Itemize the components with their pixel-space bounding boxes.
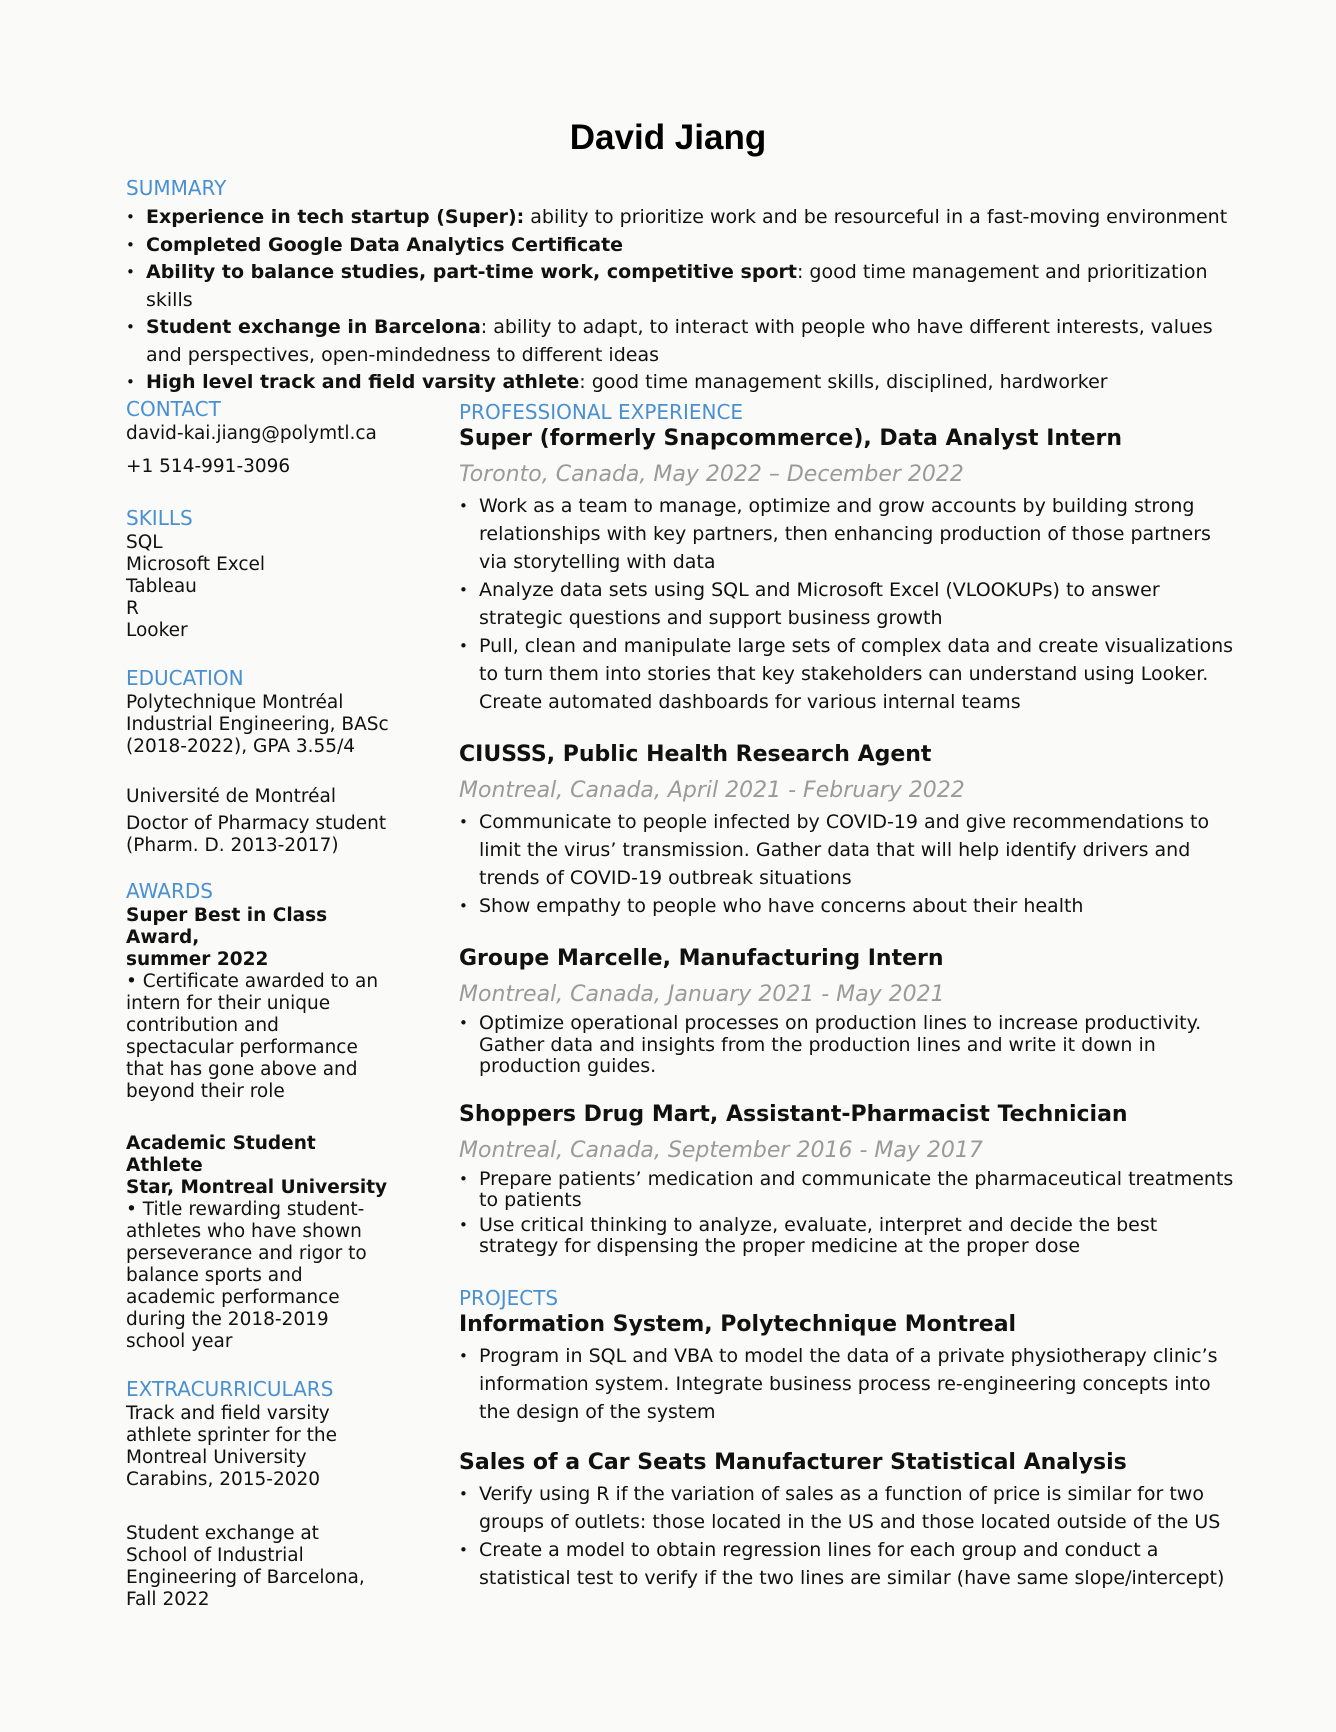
job-title: Super (formerly Snapcommerce), Data Analyst Intern (459, 426, 1123, 451)
skill-item: Microsoft Excel (126, 554, 266, 575)
job-title: CIUSSS, Public Health Research Agent (459, 742, 932, 767)
left-column (126, 397, 396, 1611)
award-description: spectacular performance (126, 1037, 358, 1058)
job-title: Shoppers Drug Mart, Assistant-Pharmacist Technician (459, 1101, 1128, 1127)
award-description: • Title rewarding student- (126, 1199, 365, 1220)
award-description: athletes who have shown (126, 1221, 362, 1242)
summary-heading: SUMMARY (126, 176, 227, 200)
project-title: Sales of a Car Seats Manufacturer Statistical Analysis (459, 1449, 1127, 1475)
award-title: Star, Montreal University (126, 1177, 388, 1198)
extracurricular-line: Student exchange at (126, 1523, 319, 1544)
experience-heading: PROFESSIONAL EXPERIENCE (459, 400, 744, 424)
contact-heading: CONTACT (126, 397, 221, 421)
extracurricular-line: athlete sprinter for the (126, 1425, 338, 1446)
projects-heading: PROJECTS (459, 1285, 559, 1310)
summary-item (126, 259, 1236, 314)
skill-item: Tableau (126, 576, 197, 597)
award-title: Academic Student Athlete (126, 1133, 316, 1176)
summary-item-text: : good time management and prioritization skills (146, 261, 1208, 311)
summary-item-bold: Student exchange in Barcelona (146, 316, 481, 338)
job-bullet: • Analyze data sets using SQL and Microsoft Excel (VLOOKUPs) to answer strategic questions and support business growth (459, 576, 1239, 632)
award-description: • Certificate awarded to an (126, 971, 379, 992)
skill-item: Looker (126, 620, 188, 641)
job-date-location: Montreal, Canada, September 2016 - May 2017 (459, 1137, 983, 1163)
award-description: during the 2018-2019 (126, 1309, 329, 1330)
award-description: beyond their role (126, 1081, 285, 1102)
award-title: Super Best in Class Award, (126, 905, 328, 948)
award-description: perseverance and rigor to (126, 1243, 367, 1264)
summary-item-text: ability to prioritize work and be resourceful in a fast-moving environment (524, 206, 1228, 228)
awards-heading: AWARDS (126, 879, 213, 903)
education-detail: (Pharm. D. 2013-2017) (126, 835, 339, 856)
job-date-location: Montreal, Canada, April 2021 - February 2022 (459, 778, 965, 803)
contact-email[interactable]: david-kai.jiang@polymtl.ca (126, 423, 377, 444)
education-school: Polytechnique Montréal (126, 692, 344, 713)
award-description: balance sports and (126, 1265, 303, 1286)
job-bullet: • Optimize operational processes on production lines to increase productivity. Gather data and insights from the production lines and write it down in production guides. (459, 1013, 1239, 1078)
project-bullets (459, 1342, 1239, 1426)
job-entry (459, 1100, 1239, 1258)
job-bullet: • Show empathy to people who have concerns about their health (459, 892, 1239, 920)
job-bullets (459, 1013, 1239, 1078)
education-program: Doctor of Pharmacy student (126, 813, 387, 834)
project-bullet: • Program in SQL and VBA to model the data of a private physiotherapy clinic’s information system. Integrate business process re-engineering concepts into the design of the system (459, 1342, 1239, 1426)
skills-list (126, 532, 396, 642)
extracurricular-line: Carabins, 2015-2020 (126, 1469, 321, 1490)
summary-item-bold: Ability to balance studies, part-time work, competitive sport (146, 261, 797, 283)
award-description: intern for their unique (126, 993, 331, 1014)
job-date-location: Montreal, Canada, January 2021 - May 2021 (459, 982, 945, 1007)
skill-item: R (126, 598, 139, 619)
summary-item-text: : ability to adapt, to interact with people who have different interests, values and perspectives, open-mindedness to different ideas (146, 316, 1213, 366)
summary-section (126, 176, 1236, 397)
award-description: that has gone above and (126, 1059, 358, 1080)
job-date-location: Toronto, Canada, May 2022 – December 2022 (459, 462, 964, 487)
project-bullets (459, 1480, 1239, 1592)
award-description: contribution and (126, 1015, 279, 1036)
job-title: Groupe Marcelle, Manufacturing Intern (459, 946, 944, 971)
education-school: Université de Montréal (126, 786, 336, 807)
contact-phone[interactable]: +1 514-991-3096 (126, 456, 291, 477)
job-bullet: • Communicate to people infected by COVID-19 and give recommendations to limit the virus’ transmission. Gather data that will help identify drivers and trends of COVID-19 outbreak situations (459, 808, 1239, 892)
project-title: Information System, Polytechnique Montreal (459, 1311, 1017, 1337)
education-heading: EDUCATION (126, 666, 244, 690)
project-bullet: • Verify using R if the variation of sales as a function of price is similar for two groups of outlets: those located in the US and those located outside of the US (459, 1480, 1239, 1536)
award-description: school year (126, 1331, 233, 1352)
skill-item: SQL (126, 532, 163, 553)
award-description: academic performance (126, 1287, 340, 1308)
summary-item (126, 314, 1236, 369)
summary-item-bold: Completed Google Data Analytics Certificate (146, 233, 624, 256)
project-bullet: • Create a model to obtain regression lines for each group and conduct a statistical test to verify if the two lines are similar (have same slope/intercept) (459, 1536, 1239, 1592)
education-detail: (2018-2022), GPA 3.55/4 (126, 736, 356, 757)
skills-heading: SKILLS (126, 506, 193, 530)
job-entry (459, 740, 1239, 920)
extracurricular-line: School of Industrial (126, 1545, 304, 1566)
extracurricular-line: Montreal University (126, 1447, 307, 1468)
summary-item-bold: High level track and field varsity athlete (146, 371, 580, 393)
job-bullets (459, 1169, 1239, 1258)
summary-item (126, 369, 1236, 397)
job-bullet: • Prepare patients’ medication and communicate the pharmaceutical treatments to patients (459, 1169, 1239, 1212)
job-bullets (459, 492, 1239, 716)
award-title: summer 2022 (126, 949, 269, 970)
summary-list (126, 204, 1236, 397)
summary-item-text: : good time management skills, disciplined, hardworker (579, 371, 1108, 393)
project-entry (459, 1310, 1239, 1426)
job-entry (459, 424, 1239, 716)
summary-item (126, 232, 1236, 260)
right-column (459, 400, 1239, 1592)
extracurricular-line: Track and field varsity (126, 1403, 330, 1424)
summary-item (126, 204, 1236, 232)
job-bullet: • Work as a team to manage, optimize and grow accounts by building strong relationships with key partners, then enhancing production of those partners via storytelling with data (459, 492, 1239, 576)
job-entry (459, 944, 1239, 1078)
job-bullets (459, 808, 1239, 920)
project-entry (459, 1448, 1239, 1592)
extracurriculars-heading: EXTRACURRICULARS (126, 1377, 334, 1401)
extracurricular-line: Fall 2022 (126, 1589, 210, 1610)
extracurricular-line: Engineering of Barcelona, (126, 1567, 365, 1588)
candidate-name: David Jiang (569, 118, 767, 157)
summary-item-bold: Experience in tech startup (Super): (146, 206, 525, 228)
job-bullet: • Use critical thinking to analyze, evaluate, interpret and decide the best strategy for dispensing the proper medicine at the proper dose (459, 1215, 1239, 1258)
education-program: Industrial Engineering, BASc (126, 714, 389, 735)
job-bullet: • Pull, clean and manipulate large sets of complex data and create visualizations to turn them into stories that key stakeholders can understand using Looker. Create automated dashboards for various internal teams (459, 632, 1239, 716)
